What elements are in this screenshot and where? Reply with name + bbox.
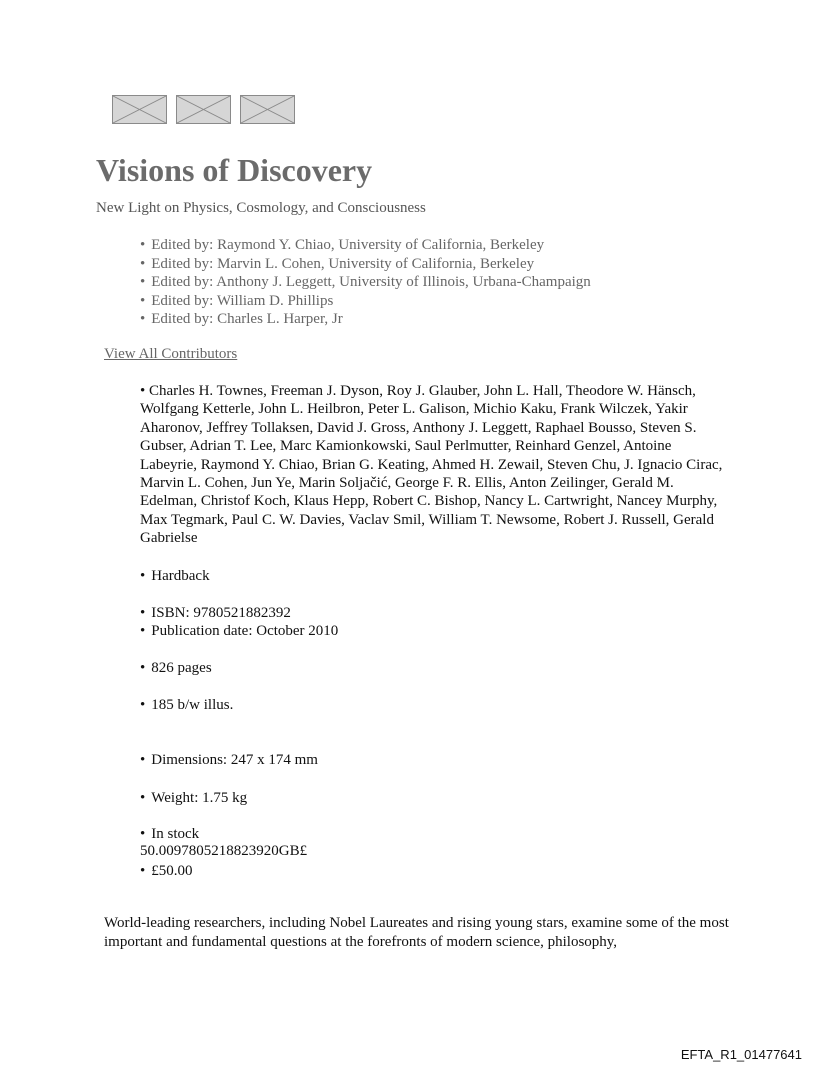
contributors-list: • Charles H. Townes, Freeman J. Dyson, Roy J. Glauber, John L. Hall, Theodore W. Hänsch, Wolfgang Ketterle, John L. Heilbron, Peter L. Galison, Michio Kaku, Frank Wilczek, Yakir Aharonov, Jeffrey Tollaksen, David J. Gross, Anthony J. Leggett, Raphael Bousso, Steven S. Gubser, Adrian T. Lee, Marc Kamionkowski, Saul Perlmutter, Reinhard Genzel, Antoine Labeyrie, Raymond Y. Chiao, Brian G. Keating, Ahmed H. Zewail, Steven Chu, J. Ignacio Cirac, Marvin L. Cohen, Jun Ye, Marin Soljačić, George F. R. Ellis, Anton Zeilinger, Gerald M. Edelman, Christof Koch, Klaus Hepp, Robert C. Bishop, Nancy L. Cartwright, Nancey Murphy, Max Tegmark, Paul C. W. Davies, Vaclav Smil, William T. Newsome, Robert J. Russell, Gerald Gabrielse [140, 383, 723, 547]
view-all-contributors-link[interactable]: View All Contributors [104, 346, 238, 362]
publication-date-item [140, 622, 338, 640]
isbn-item [140, 604, 291, 622]
editor-item: • Edited by: Anthony J. Leggett, University of Illinois, Urbana-Champaign [140, 273, 591, 292]
broken-image-icon [240, 95, 295, 124]
availability-label: • In stock [140, 826, 199, 842]
image-placeholders [112, 95, 295, 124]
dimensions-label: • Dimensions: 247 x 174 mm [140, 752, 318, 768]
price-label: • £50.00 [140, 863, 193, 879]
illustrations-label: • 185 b/w illus. [140, 697, 233, 713]
pages-item [140, 659, 212, 677]
editors-list [140, 236, 591, 329]
editor-item: • Edited by: Marvin L. Cohen, University of California, Berkeley [140, 255, 591, 274]
broken-image-icon [112, 95, 167, 124]
price-item [140, 862, 193, 880]
book-subtitle: New Light on Physics, Cosmology, and Consciousness [96, 200, 426, 216]
price-raw-text: 50.0097805218823920GB£ [140, 843, 308, 859]
publication-date-label: • Publication date: October 2010 [140, 623, 338, 639]
dimensions-item [140, 751, 318, 769]
book-title: Visions of Discovery [96, 152, 373, 188]
editor-item: • Edited by: William D. Phillips [140, 292, 591, 311]
format-label: • Hardback [140, 568, 210, 584]
editor-item: • Edited by: Charles L. Harper, Jr [140, 310, 591, 329]
weight-label: • Weight: 1.75 kg [140, 790, 247, 806]
document-id: EFTA_R1_01477641 [680, 1047, 802, 1062]
editor-item: • Edited by: Raymond Y. Chiao, University of California, Berkeley [140, 236, 591, 255]
weight-item [140, 789, 247, 807]
format-item [140, 567, 210, 585]
broken-image-icon [176, 95, 231, 124]
availability-item [140, 825, 199, 843]
book-description: World-leading researchers, including Nobel Laureates and rising young stars, examine some of the most important and fundamental questions at the forefronts of modern science, philosophy, [104, 915, 729, 950]
pages-label: • 826 pages [140, 660, 212, 676]
illustrations-item [140, 696, 233, 714]
isbn-label: • ISBN: 9780521882392 [140, 605, 291, 621]
